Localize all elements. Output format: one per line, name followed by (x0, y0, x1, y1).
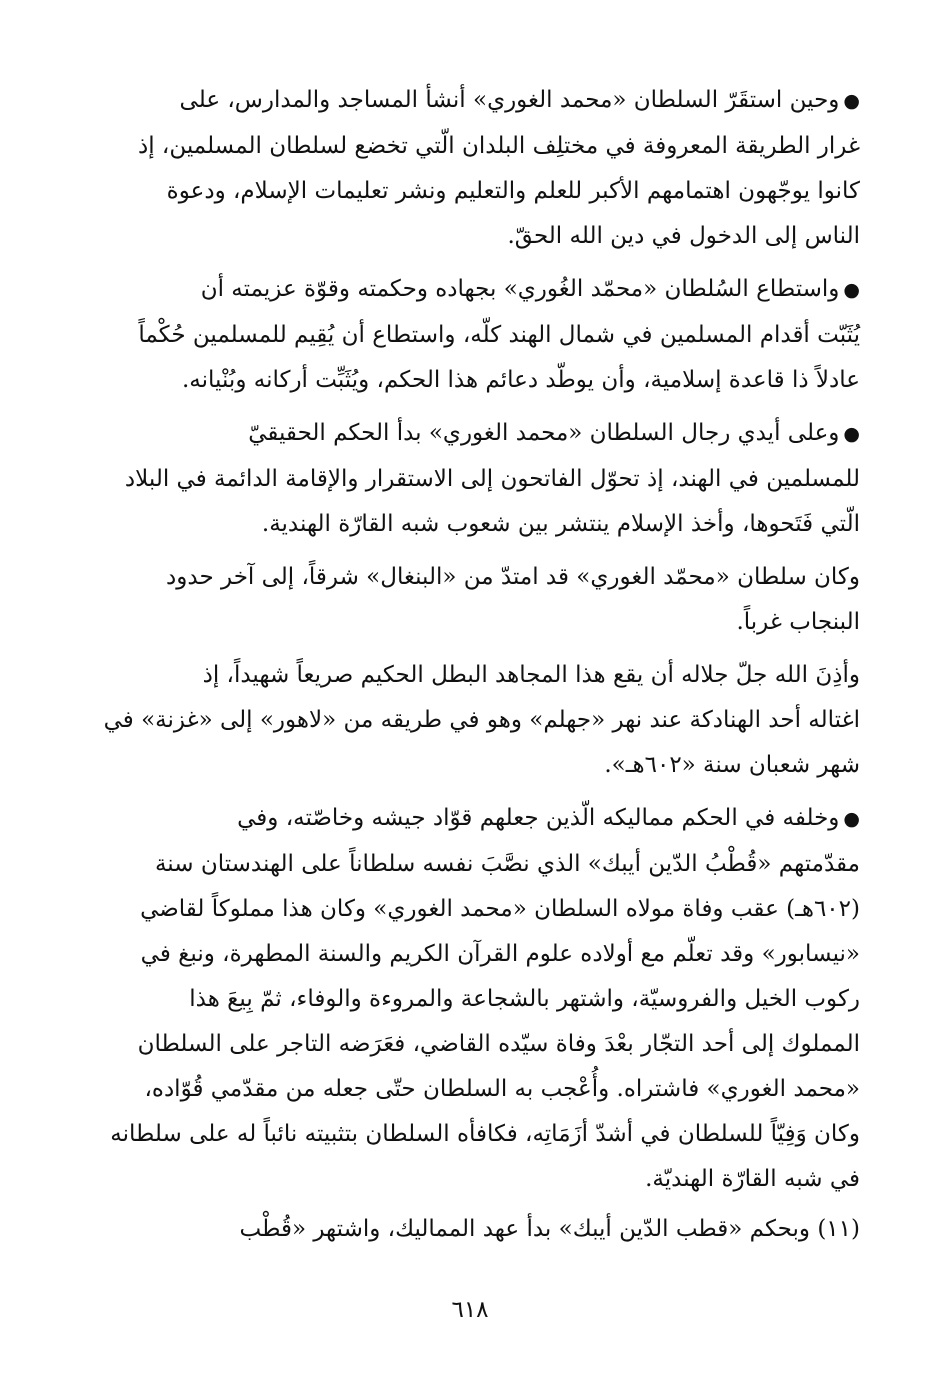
text-line: المملوك إلى أحد التجّار بعْدَ وفاة سيّده القاضي، فعَرَضه التاجر على السلطان (137, 1031, 860, 1057)
text-line: (٦٠٢هـ) عقب وفاة مولاه السلطان «محمد الغوري» وكان هذا مملوكاً لقاضي (140, 896, 860, 922)
text-line: «نيسابور» وقد تعلّم مع أولاده علوم القرآن الكريم والسنة المطهرة، ونبغ في (140, 941, 860, 967)
paragraph-2 (84, 267, 860, 403)
paragraph-3 (84, 411, 860, 547)
text-line: كانوا يوجّهون اهتمامهم الأكبر للعلم والتعليم ونشر تعليمات الإسلام، ودعوة (166, 178, 860, 204)
paragraph-6 (84, 796, 860, 1202)
text-line: ●وعلى أيدي رجال السلطان «محمد الغوري» بدأ الحكم الحقيقيّ (248, 420, 860, 446)
text-line: «محمد الغوري» فاشتراه. وأُعْجب به السلطان حتّى جعله من مقدّمي قُوّاده، (144, 1076, 860, 1102)
text-line: مقدّمتهم «قُطْبُ الدّين أيبك» الذي نصَّبَ نفسه سلطاناً على الهندستان سنة (154, 851, 860, 877)
text-line: عادلاً ذا قاعدة إسلامية، وأن يوطّد دعائم هذا الحكم، ويُثَبِّت أركانه وبُنْيانه. (182, 367, 860, 393)
bullet-icon: ● (843, 90, 860, 112)
text-line: الّتي فَتَحوها، وأخذ الإسلام ينتشر بين شعوب شبه القارّة الهندية. (261, 511, 860, 537)
text-line: ●وحين استقَرّ السلطان «محمد الغوري» أنشأ المساجد والمدارس، على (179, 87, 860, 113)
bullet-icon: ● (843, 423, 860, 445)
paragraph-5 (84, 653, 860, 788)
paragraph-4 (84, 555, 860, 645)
text-line: يُثَبّت أقدام المسلمين في شمال الهند كلّه، واستطاع أن يُقِيم للمسلمين حُكْماً (138, 322, 860, 348)
text-line: وكان وَفِيّاً للسلطان في أشدّ أزَمَاتِه، فكافأه السلطان بتثبيته نائباً له على سلطانه (110, 1121, 860, 1147)
text-line: ركوب الخيل والفروسيّة، واشتهر بالشجاعة والمروءة والوفاء، ثمّ بِيعَ هذا (189, 986, 860, 1012)
page-number: ٦١٨ (451, 1297, 489, 1323)
text-line: في شبه القارّة الهنديّة. (645, 1166, 860, 1192)
text-line: وأذِنَ الله جلّ جلاله أن يقع هذا المجاهد البطل الحكيم صريعاً شهيداً، إذ (202, 662, 860, 688)
page-text (84, 78, 860, 1252)
text-line: غرار الطريقة المعروفة في مختلِف البلدان الّتي تخضع لسلطان المسلمين، إذ (137, 133, 860, 159)
bullet-icon: ● (843, 808, 860, 830)
text-line: للمسلمين في الهند، إذ تحوّل الفاتحون إلى الاستقرار والإقامة الدائمة في البلاد (124, 466, 860, 492)
text-line: شهر شعبان سنة «٦٠٢هـ». (604, 752, 860, 778)
text-line: وكان سلطان «محمّد الغوري» قد امتدّ من «البنغال» شرقاً، إلى آخر حدود (166, 564, 860, 590)
text-line: ●وخلفه في الحكم مماليكه الّذين جعلهم قوّاد جيشه وخاصّته، وفي (237, 805, 860, 831)
text-line: اغتاله أحد الهنادكة عند نهر «جهلم» وهو في طريقه من «لاهور» إلى «غزنة» في (103, 707, 860, 733)
paragraph-1 (84, 78, 860, 259)
text-line: الناس إلى الدخول في دين الله الحقّ. (507, 223, 860, 249)
paragraph-7 (84, 1207, 860, 1252)
text-line: (١١) وبحكم «قطب الدّين أيبك» بدأ عهد المماليك، واشتهر «قُطْب (239, 1216, 860, 1242)
bullet-icon: ● (843, 279, 860, 301)
text-line: ●واستطاع السُلطان «محمّد الغُوري» بجهاده وحكمته وقوّة عزيمته أن (200, 276, 860, 302)
text-line: البنجاب غرباً. (736, 609, 860, 635)
